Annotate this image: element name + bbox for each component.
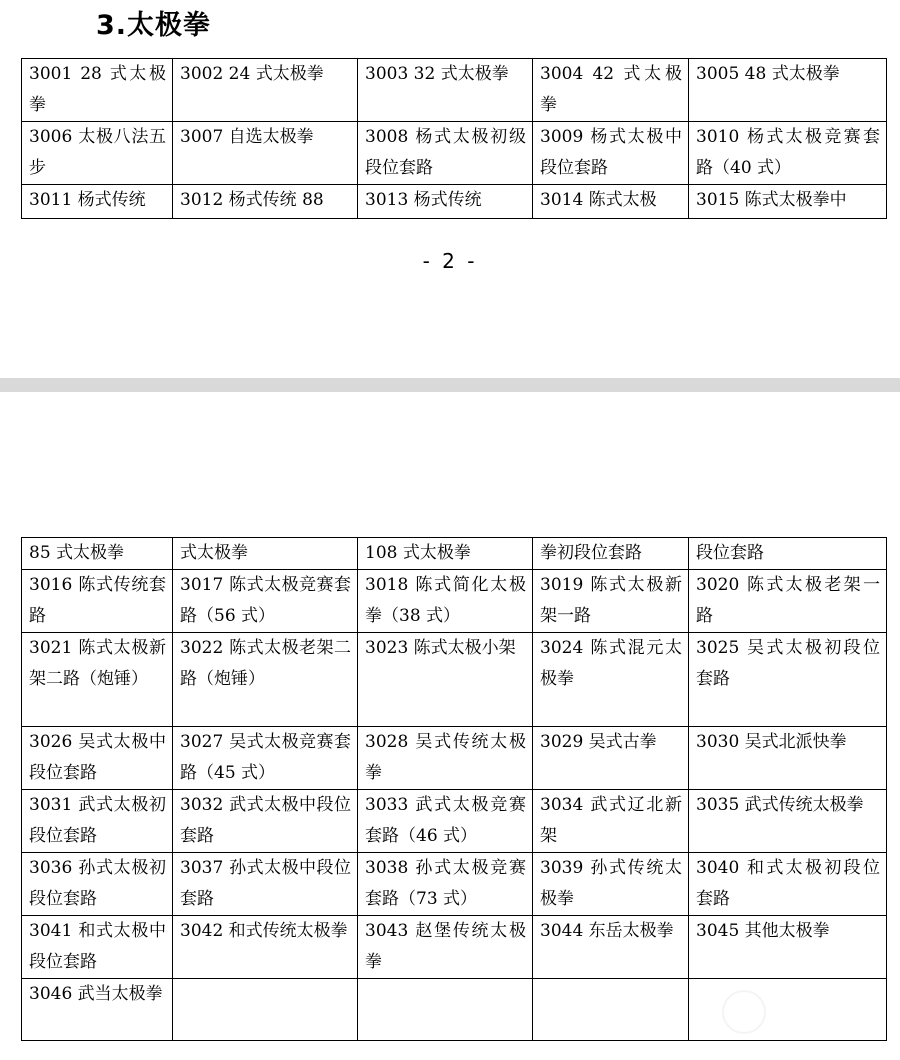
table-cell: 3029 吴式古拳 [533, 727, 689, 790]
table-cell: 3035 武式传统太极拳 [689, 790, 887, 853]
table-cell: 3018 陈式简化太极拳（38 式） [358, 570, 533, 633]
table-cell: 段位套路 [689, 538, 887, 570]
table-row [22, 853, 887, 916]
table-cell: 3006 太极八法五步 [22, 122, 173, 185]
table-cell-empty [173, 979, 358, 1041]
table-cell: 3001 28 式太极拳 [22, 59, 173, 122]
table-cell: 3037 孙式太极中段位套路 [173, 853, 358, 916]
table-cell: 3013 杨式传统 [358, 185, 533, 219]
page-number: - 2 - [422, 249, 478, 273]
table-cell: 3007 自选太极拳 [173, 122, 358, 185]
table-cell: 85 式太极拳 [22, 538, 173, 570]
table-cell: 3043 赵堡传统太极拳 [358, 916, 533, 979]
item-table-page-top [21, 58, 887, 219]
table-row-continuation [22, 538, 887, 570]
table-cell: 3027 吴式太极竞赛套路（45 式） [173, 727, 358, 790]
table-cell: 3031 武式太极初段位套路 [22, 790, 173, 853]
table-cell: 3044 东岳太极拳 [533, 916, 689, 979]
table-cell: 3036 孙式太极初段位套路 [22, 853, 173, 916]
page-break-divider [0, 378, 900, 392]
table-cell: 3032 武式太极中段位套路 [173, 790, 358, 853]
table-cell: 3033 武式太极竞赛套路（46 式） [358, 790, 533, 853]
table-cell: 3045 其他太极拳 [689, 916, 887, 979]
table-cell: 3011 杨式传统 [22, 185, 173, 219]
table-row [22, 570, 887, 633]
table-cell: 3005 48 式太极拳 [689, 59, 887, 122]
table-cell: 3042 和式传统太极拳 [173, 916, 358, 979]
table-cell: 3004 42 式太极拳 [533, 59, 689, 122]
table-cell: 3008 杨式太极初级段位套路 [358, 122, 533, 185]
table-row [22, 727, 887, 790]
table-cell: 3017 陈式太极竞赛套路（56 式） [173, 570, 358, 633]
table-row [22, 916, 887, 979]
table-cell: 3019 陈式太极新架一路 [533, 570, 689, 633]
table-cell: 3039 孙式传统太极拳 [533, 853, 689, 916]
table-cell: 3012 杨式传统 88 [173, 185, 358, 219]
table-cell: 3016 陈式传统套路 [22, 570, 173, 633]
faint-watermark-stamp [722, 990, 766, 1034]
table-cell-empty [689, 979, 887, 1041]
table-cell: 3024 陈式混元太极拳 [533, 633, 689, 727]
table-cell: 3034 武式辽北新架 [533, 790, 689, 853]
table-cell: 3003 32 式太极拳 [358, 59, 533, 122]
table-cell: 3014 陈式太极 [533, 185, 689, 219]
table-cell: 3009 杨式太极中段位套路 [533, 122, 689, 185]
table-cell: 3028 吴式传统太极拳 [358, 727, 533, 790]
table-cell: 3026 吴式太极中段位套路 [22, 727, 173, 790]
table-cell: 3025 吴式太极初段位套路 [689, 633, 887, 727]
table-cell: 3046 武当太极拳 [22, 979, 173, 1041]
table-cell: 3041 和式太极中段位套路 [22, 916, 173, 979]
table-row [22, 633, 887, 727]
table-row [22, 59, 887, 122]
table-cell: 3015 陈式太极拳中 [689, 185, 887, 219]
table-cell: 108 式太极拳 [358, 538, 533, 570]
item-table-page-continued [21, 537, 887, 1041]
table-row [22, 185, 887, 219]
table-cell: 3040 和式太极初段位套路 [689, 853, 887, 916]
table-cell: 3038 孙式太极竞赛套路（73 式） [358, 853, 533, 916]
table-cell: 3020 陈式太极老架一路 [689, 570, 887, 633]
table-cell: 拳初段位套路 [533, 538, 689, 570]
table-cell: 3021 陈式太极新架二路（炮锤） [22, 633, 173, 727]
table-cell: 3022 陈式太极老架二路（炮锤） [173, 633, 358, 727]
table-cell: 3023 陈式太极小架 [358, 633, 533, 727]
table-row [22, 122, 887, 185]
table-cell-empty [533, 979, 689, 1041]
table-row [22, 790, 887, 853]
table-cell: 3002 24 式太极拳 [173, 59, 358, 122]
table-cell-empty [358, 979, 533, 1041]
table-cell: 3030 吴式北派快拳 [689, 727, 887, 790]
section-title: 3.太极拳 [96, 10, 212, 41]
table-cell: 式太极拳 [173, 538, 358, 570]
table-cell: 3010 杨式太极竞赛套路（40 式） [689, 122, 887, 185]
